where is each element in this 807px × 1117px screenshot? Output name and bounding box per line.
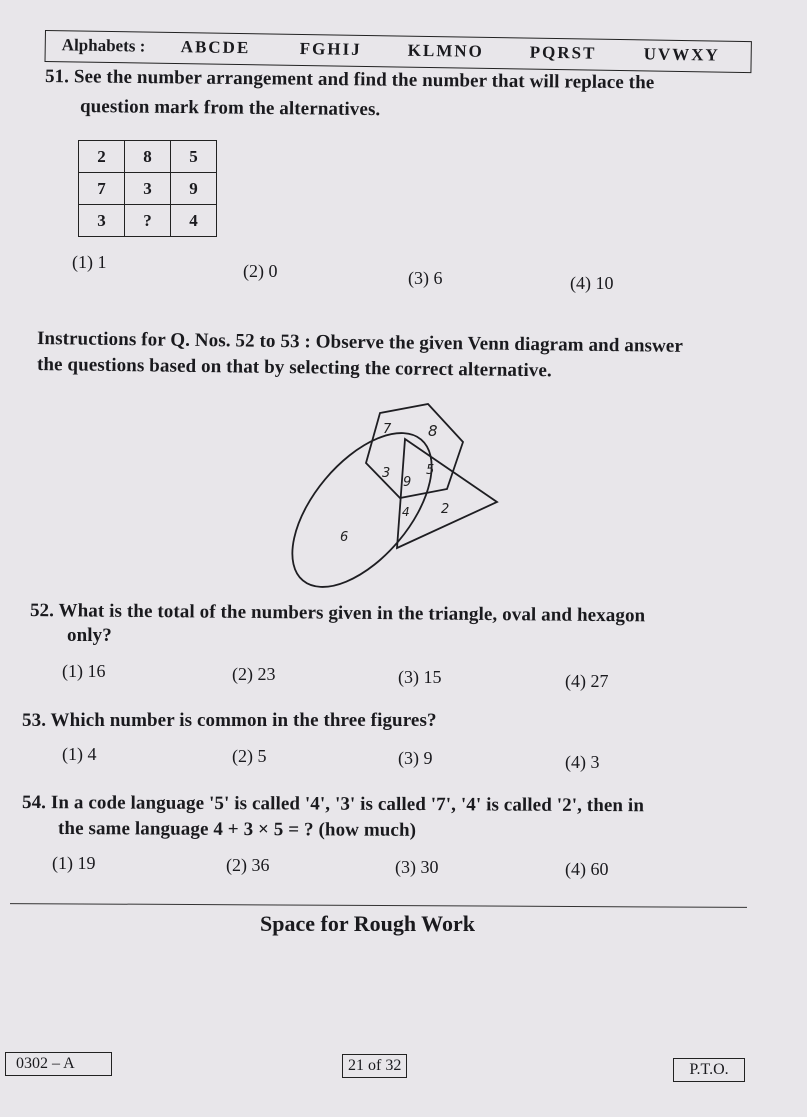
q51-text-line1: 51. See the number arrangement and find the number that will replace the	[44, 66, 655, 94]
q53-option-2[interactable]: (2) 5	[232, 746, 267, 766]
venn-label: 6	[340, 530, 349, 545]
grid-cell: ?	[125, 205, 171, 237]
q54-option-3[interactable]: (3) 30	[395, 857, 439, 877]
venn-label: 5	[426, 463, 435, 478]
q52-option-1[interactable]: (1) 16	[62, 661, 106, 681]
page-number-box: 21 of 32	[342, 1054, 407, 1078]
venn-label: 7	[383, 422, 392, 437]
alphabet-group: FGHIJ	[299, 39, 362, 59]
grid-cell: 5	[171, 141, 217, 173]
q51-option-2[interactable]: (2) 0	[243, 261, 278, 281]
venn-label: 8	[428, 422, 438, 440]
grid-cell: 3	[79, 205, 125, 237]
grid-cell: 2	[79, 141, 125, 173]
q52-text-line1: 52. What is the total of the numbers given in the triangle, oval and hexagon	[29, 600, 646, 627]
instructions-line2: the questions based on that by selecting the correct alternative.	[36, 354, 552, 382]
q51-option-3[interactable]: (3) 6	[408, 268, 443, 288]
q54-option-4[interactable]: (4) 60	[565, 859, 609, 879]
alphabet-group: ABCDE	[180, 37, 251, 58]
q52-option-2[interactable]: (2) 23	[232, 664, 276, 684]
grid-cell: 3	[125, 173, 171, 205]
paper-code-box: 0302 – A	[5, 1052, 112, 1076]
q54-text-line2: the same language 4 + 3 × 5 = ? (how much)	[57, 818, 417, 841]
alphabet-group: PQRST	[529, 42, 597, 63]
q52-option-3[interactable]: (3) 15	[398, 667, 442, 687]
q52-option-4[interactable]: (4) 27	[565, 671, 609, 691]
hexagon-shape	[366, 404, 463, 498]
q53-option-3[interactable]: (3) 9	[398, 748, 433, 768]
q54-option-2[interactable]: (2) 36	[226, 855, 270, 875]
q51-option-4[interactable]: (4) 10	[570, 273, 614, 293]
grid-cell: 7	[79, 173, 125, 205]
q54-option-1[interactable]: (1) 19	[52, 853, 96, 873]
q53-option-4[interactable]: (4) 3	[565, 752, 600, 772]
venn-label: 4	[402, 505, 410, 519]
alphabet-group: UVWXY	[643, 44, 720, 65]
grid-cell: 4	[171, 205, 217, 237]
venn-label: 2	[441, 502, 450, 517]
q53-text: 53. Which number is common in the three figures?	[22, 710, 437, 731]
rough-work-heading: Space for Rough Work	[260, 911, 475, 936]
alphabet-group: KLMNO	[407, 40, 484, 61]
pto-box: P.T.O.	[673, 1058, 745, 1082]
venn-label: 9	[403, 475, 412, 490]
q51-text-line2: question mark from the alternatives.	[79, 96, 381, 121]
q51-option-1[interactable]: (1) 1	[72, 252, 107, 272]
q52-text-line2: only?	[67, 625, 112, 646]
alphabet-label: Alphabets :	[61, 35, 146, 56]
q54-text-line1: 54. In a code language '5' is called '4', '3' is called '7', '4' is called '2', then in	[21, 792, 645, 817]
venn-label: 3	[382, 466, 391, 481]
grid-cell: 9	[171, 173, 217, 205]
q53-option-1[interactable]: (1) 4	[62, 744, 97, 764]
triangle-shape	[397, 439, 497, 548]
instructions-line1: Instructions for Q. Nos. 52 to 53 : Observe the given Venn diagram and answer	[36, 328, 684, 357]
grid-cell: 8	[125, 141, 171, 173]
